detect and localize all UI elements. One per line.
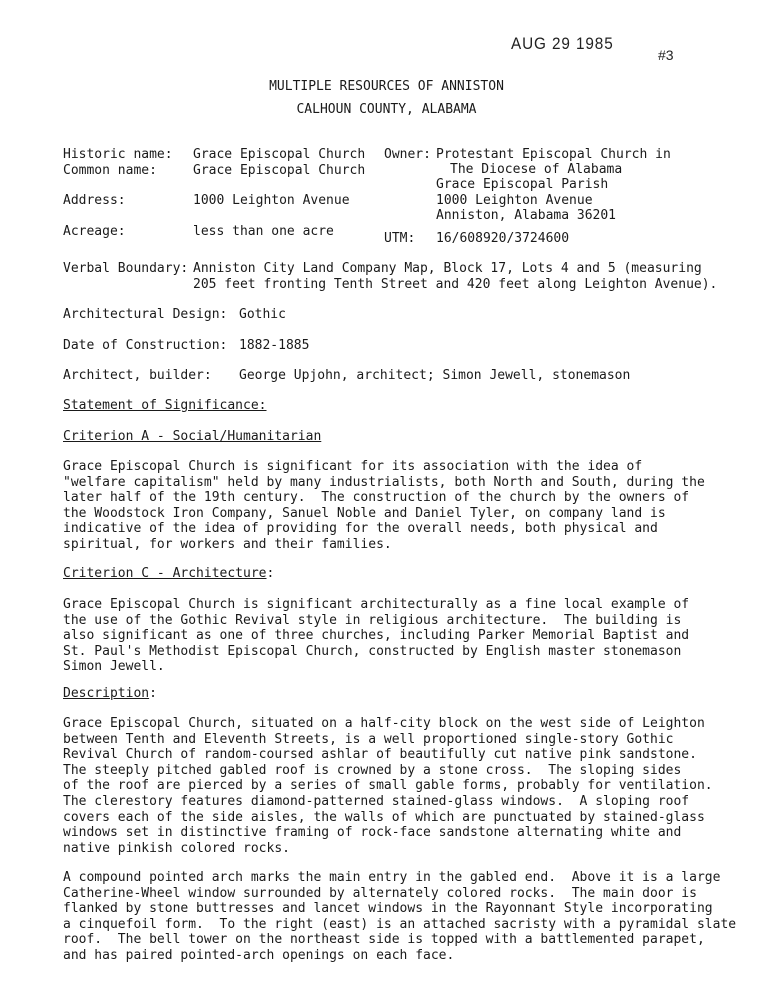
paragraph-line: windows set in distinctive framing of rock-face sandstone alternating white and — [63, 825, 682, 841]
architectural-design-value: Gothic — [239, 307, 286, 322]
paragraph-line: "welfare capitalism" held by many industrialists, both North and South, during the — [63, 474, 705, 490]
owner-line: The Diocese of Alabama — [450, 162, 623, 177]
criterion-c-heading-colon: : — [266, 566, 275, 581]
paragraph-line: Grace Episcopal Church is significant architecturally as a fine local example of — [63, 597, 690, 612]
common-name-value: Grace Episcopal Church — [193, 163, 366, 178]
criterion-c-heading-text: Criterion C - Architecture — [63, 566, 267, 581]
description-heading-text: Description — [63, 686, 150, 701]
paragraph-line: Simon Jewell. — [63, 659, 165, 675]
description-paragraph-2 — [63, 870, 737, 964]
paragraph-line: Grace Episcopal Church is significant for its association with the idea of — [63, 459, 643, 474]
paragraph-line: indicative of the idea of providing for the overall needs, both physical and — [63, 521, 658, 537]
paragraph-line: the Woodstock Iron Company, Sanuel Noble and Daniel Tyler, on company land is — [63, 505, 666, 521]
paragraph-line: St. Paul's Methodist Episcopal Church, constructed by English master stonemason — [63, 643, 682, 659]
paragraph-line: native pinkish colored rocks. — [63, 840, 290, 856]
date-of-construction-label: Date of Construction: — [63, 338, 228, 353]
common-name-label: Common name: — [63, 163, 157, 178]
criterion-a-heading: Criterion A - Social/Humanitarian — [63, 429, 322, 444]
owner-label: Owner: — [384, 147, 431, 162]
criterion-c-heading — [63, 566, 274, 582]
owner-line: Grace Episcopal Parish — [436, 177, 609, 192]
document-title: MULTIPLE RESOURCES OF ANNISTON — [269, 79, 504, 94]
paragraph-line: also significant as one of three churches, including Parker Memorial Baptist and — [63, 628, 690, 644]
description-heading — [63, 686, 157, 702]
verbal-boundary-label: Verbal Boundary: — [63, 261, 189, 276]
paragraph-line: flanked by stone buttresses and lancet windows in the Rayonnant Style incorporating — [63, 901, 713, 917]
acreage-label: Acreage: — [63, 224, 126, 239]
address-value: 1000 Leighton Avenue — [193, 193, 350, 208]
owner-line: 1000 Leighton Avenue — [436, 193, 593, 208]
paragraph-line: a cinquefoil form. To the right (east) is an attached sacristy with a pyramidal slate — [63, 916, 737, 932]
verbal-boundary-line: Anniston City Land Company Map, Block 17, Lots 4 and 5 (measuring — [193, 261, 702, 276]
paragraph-line: The steeply pitched gabled roof is crowned by a stone cross. The sloping sides — [63, 762, 682, 778]
description-paragraph-1 — [63, 716, 723, 856]
historic-name-label: Historic name: — [63, 147, 173, 162]
paragraph-line: Revival Church of random-coursed ashlar of beautifully cut native pink sandstone. — [63, 747, 697, 763]
document-subtitle: CALHOUN COUNTY, ALABAMA — [296, 102, 477, 117]
date-of-construction-value: 1882-1885 — [239, 338, 310, 353]
architectural-design-label: Architectural Design: — [63, 307, 228, 322]
description-heading-colon: : — [149, 686, 157, 701]
acreage-value: less than one acre — [193, 224, 334, 239]
paragraph-line: spiritual, for workers and their families. — [63, 536, 392, 552]
utm-label: UTM: — [384, 231, 416, 246]
paragraph-line: the use of the Gothic Revival style in religious architecture. The building is — [63, 612, 682, 628]
architect-value: George Upjohn, architect; Simon Jewell, stonemason — [239, 368, 631, 383]
owner-line: Protestant Episcopal Church in — [436, 147, 671, 162]
page-reference: #3 — [658, 47, 674, 63]
paragraph-line: covers each of the side aisles, the walls of which are punctuated by stained-glass — [63, 809, 705, 825]
paragraph-line: and has paired pointed-arch openings on each face. — [63, 947, 455, 963]
criterion-a-paragraph — [63, 459, 723, 553]
criterion-c-paragraph — [63, 597, 723, 675]
address-label: Address: — [63, 193, 126, 208]
paragraph-line: Catherine-Wheel window surrounded by alternately colored rocks. The main door is — [63, 885, 697, 901]
historic-name-value: Grace Episcopal Church — [193, 147, 366, 162]
paragraph-line: A compound pointed arch marks the main entry in the gabled end. Above it is a large — [63, 870, 721, 885]
paragraph-line: The clerestory features diamond-patterned stained-glass windows. A sloping roof — [63, 793, 690, 809]
paragraph-line: roof. The bell tower on the northeast side is topped with a battlemented parapet, — [63, 932, 705, 948]
paragraph-line: Grace Episcopal Church, situated on a half-city block on the west side of Leighton — [63, 716, 705, 731]
utm-value: 16/608920/3724600 — [436, 231, 570, 246]
paragraph-line: between Tenth and Eleventh Streets, is a well proportioned single-story Gothic — [63, 731, 674, 747]
owner-line: Anniston, Alabama 36201 — [436, 208, 617, 223]
received-date-stamp: AUG 29 1985 — [511, 34, 614, 53]
paragraph-line: of the roof are pierced by a series of small gable forms, probably for ventilation. — [63, 778, 713, 794]
architect-label: Architect, builder: — [63, 368, 212, 383]
statement-heading: Statement of Significance: — [63, 398, 267, 413]
paragraph-line: later half of the 19th century. The construction of the church by the owners of — [63, 490, 690, 506]
verbal-boundary-line: 205 feet fronting Tenth Street and 420 feet along Leighton Avenue). — [193, 277, 718, 292]
